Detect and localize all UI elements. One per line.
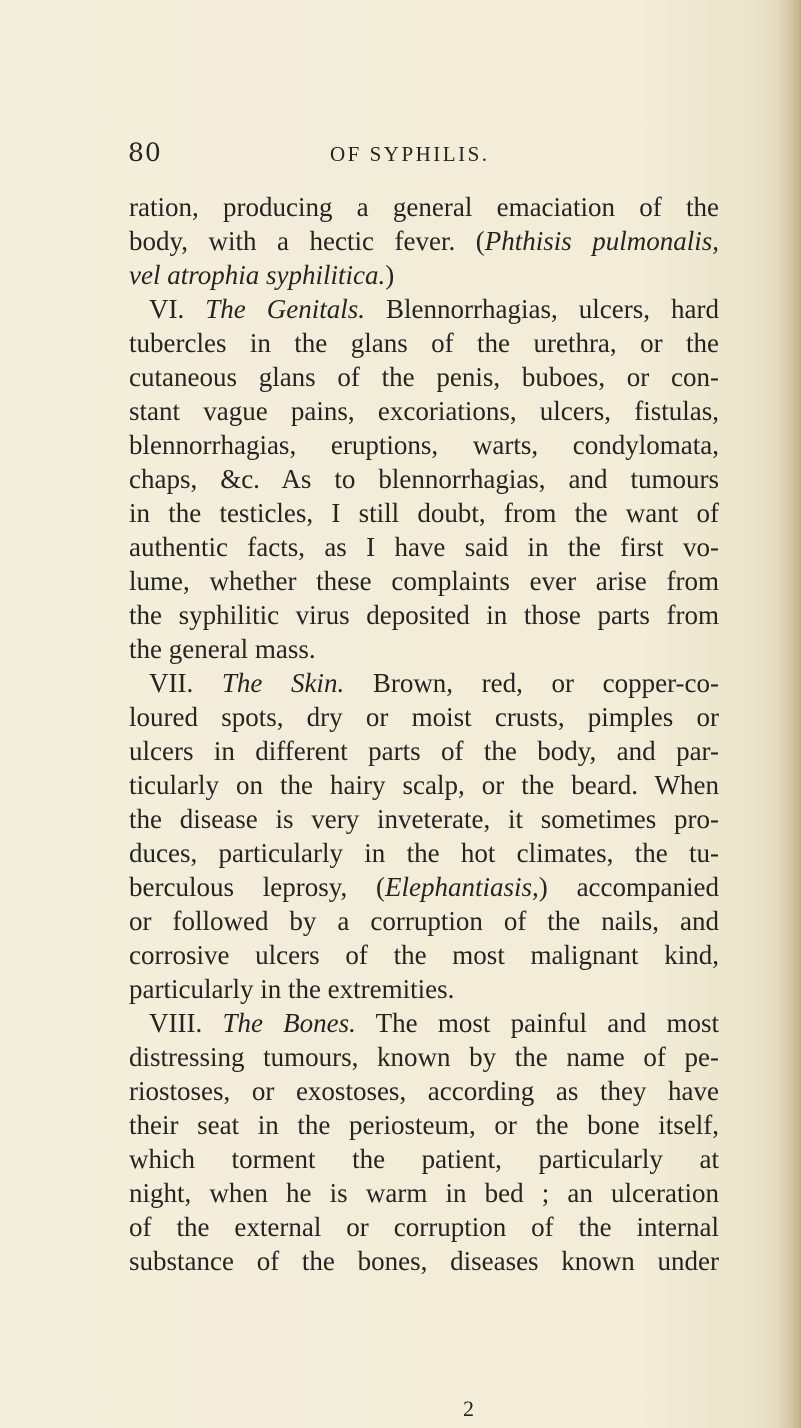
text-line: the general mass.	[129, 634, 316, 664]
text-line: night, when he is warm in bed ; an ulceration	[129, 1178, 719, 1208]
text-line: VIII. The Bones. The most painful and most	[149, 1008, 719, 1038]
text-line: chaps, &c. As to blennorrhagias, and tumours	[129, 464, 719, 494]
text-line: substance of the bones, diseases known under	[129, 1246, 719, 1276]
text-line: which torment the patient, particularly at	[129, 1144, 719, 1174]
text-line: the syphilitic virus deposited in those parts from	[129, 600, 719, 630]
text-line: their seat in the periosteum, or the bone itself,	[129, 1110, 719, 1140]
text-line: or followed by a corruption of the nails, and	[129, 906, 719, 936]
text-line: blennorrhagias, eruptions, warts, condylomata,	[129, 430, 719, 460]
text-line: loured spots, dry or moist crusts, pimples or	[129, 702, 719, 732]
text-line: particularly in the extremities.	[129, 974, 455, 1004]
text-line: ulcers in different parts of the body, and par-	[129, 736, 719, 766]
page-number: 80	[128, 138, 162, 167]
text-line: VII. The Skin. Brown, red, or copper-co-	[149, 668, 719, 698]
text-line: stant vague pains, excoriations, ulcers, fistulas,	[129, 396, 719, 426]
text-line: of the external or corruption of the internal	[129, 1212, 719, 1242]
text-line: duces, particularly in the hot climates, the tu-	[129, 838, 719, 868]
text-line: ration, producing a general emaciation of the	[129, 192, 719, 222]
text-line: riostoses, or exostoses, according as they have	[129, 1076, 719, 1106]
text-line: distressing tumours, known by the name of pe-	[129, 1042, 719, 1072]
text-line: the disease is very inveterate, it sometimes pro-	[129, 804, 719, 834]
text-line: body, with a hectic fever. (Phthisis pulmonalis,	[129, 226, 720, 256]
text-line: corrosive ulcers of the most malignant kind,	[129, 940, 719, 970]
text-line: vel atrophia syphilitica.)	[129, 260, 395, 290]
signature-mark: 2	[463, 1396, 474, 1421]
text-line: tubercles in the glans of the urethra, or the	[129, 328, 719, 358]
text-body	[129, 190, 719, 1278]
text-line: ticularly on the hairy scalp, or the beard. When	[129, 770, 719, 800]
text-line: berculous leprosy, (Elephantiasis,) accompanied	[129, 872, 719, 902]
text-line: in the testicles, I still doubt, from the want of	[129, 498, 719, 528]
text-line: authentic facts, as I have said in the first vo-	[129, 532, 719, 562]
text-line: VI. The Genitals. Blennorrhagias, ulcers, hard	[149, 294, 719, 324]
page-edge-shadow	[779, 0, 801, 1428]
text-line: cutaneous glans of the penis, buboes, or con-	[129, 362, 719, 392]
running-head: OF SYPHILIS.	[330, 142, 490, 166]
text-line: lume, whether these complaints ever arise from	[129, 566, 719, 596]
page-header	[128, 138, 648, 178]
